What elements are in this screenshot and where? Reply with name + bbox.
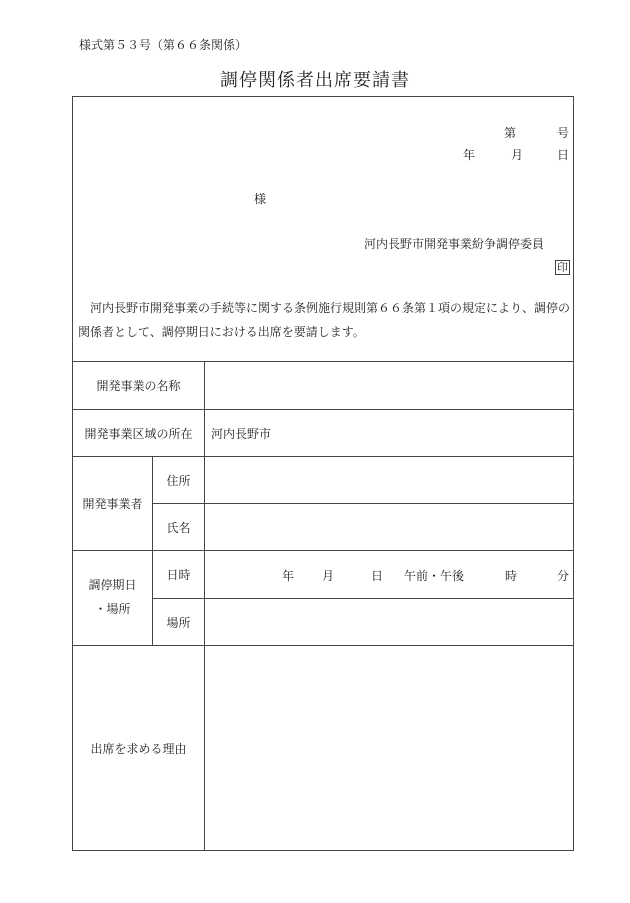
- datetime-month[interactable]: 月: [322, 569, 335, 583]
- address-field[interactable]: [211, 457, 571, 503]
- date-year: 年: [463, 148, 476, 162]
- row-divider: [72, 550, 574, 551]
- location-field[interactable]: 河内長野市: [211, 426, 272, 441]
- schedule-label-line1: 調停期日: [88, 578, 137, 592]
- datetime-label: 日時: [166, 568, 191, 582]
- datetime-year[interactable]: 年: [282, 569, 295, 583]
- datetime-ampm[interactable]: 午前・午後: [404, 569, 465, 583]
- place-field[interactable]: [211, 599, 571, 645]
- datetime-minute[interactable]: 分: [557, 569, 570, 583]
- datetime-day[interactable]: 日: [371, 569, 384, 583]
- address-label: 住所: [166, 473, 191, 488]
- reason-label: 出席を求める理由: [90, 741, 187, 756]
- seal-mark: 印: [557, 261, 568, 274]
- number-prefix: 第: [504, 126, 517, 140]
- name-label: 氏名: [166, 520, 191, 535]
- project-name-label: 開発事業の名称: [96, 379, 181, 393]
- project-name-field[interactable]: [211, 362, 571, 409]
- request-body-text: 河内長野市開発事業の手続等に関する条例施行規則第６６条第１項の規定により、調停の関係者として、調停期日における出席を要請します。: [78, 301, 571, 339]
- issuer-name: 河内長野市開発事業紛争調停委員: [364, 237, 545, 251]
- location-label: 開発事業区域の所在: [84, 426, 193, 441]
- schedule-label-line2: ・場所: [94, 602, 131, 616]
- column-divider: [204, 361, 205, 850]
- page-title: 調停関係者出席要請書: [220, 70, 410, 91]
- form-number: 様式第５３号（第６６条関係）: [79, 38, 248, 52]
- name-field[interactable]: [211, 504, 571, 550]
- developer-label: 開発事業者: [82, 497, 143, 511]
- date-month: 月: [511, 148, 524, 162]
- reason-field[interactable]: [211, 646, 571, 850]
- date-day: 日: [557, 148, 570, 162]
- place-label: 場所: [166, 615, 191, 630]
- addressee-suffix: 様: [254, 192, 267, 206]
- number-suffix: 号: [557, 126, 570, 140]
- datetime-hour[interactable]: 時: [505, 569, 518, 583]
